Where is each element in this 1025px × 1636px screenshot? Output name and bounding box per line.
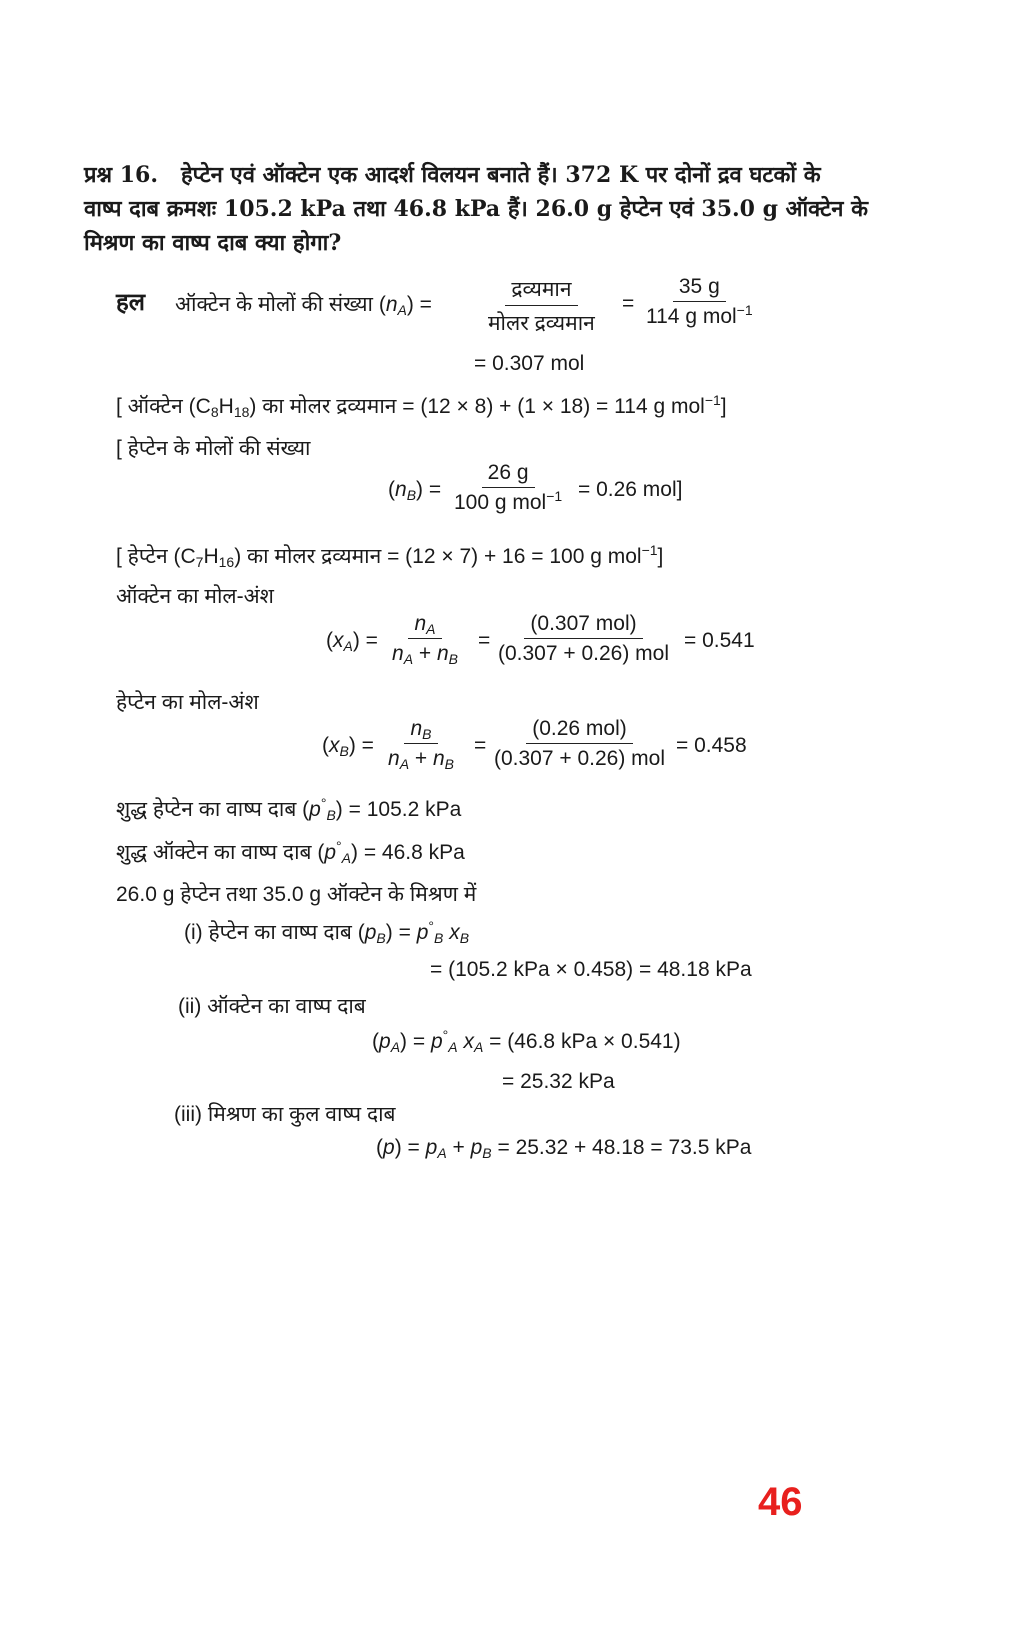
xb-result: = 0.458 xyxy=(676,734,747,757)
xa-num-2: (0.307 mol) xyxy=(524,612,642,639)
heptane-moles-fraction xyxy=(448,461,568,515)
xa-den-1: $n_A + n_B$ xyxy=(392,642,458,667)
question-text-1: हेप्टेन एवं ऑक्टेन एक आदर्श विलयन बनाते हैं। 372 K पर दोनों द्रव घटकों के xyxy=(181,162,821,188)
xa-label: $(x_A)$ = xyxy=(326,629,378,654)
xa-den-2: (0.307 + 0.26) mol xyxy=(498,642,670,665)
question-line-1 xyxy=(84,158,821,192)
mass-word: द्रव्यमान xyxy=(505,275,577,306)
nb-label: $(n_B)$ = xyxy=(388,478,442,503)
step3-line: $(p) = p_A + p_B = 25.32 + 48.18 = 73.5$ kPa xyxy=(376,1136,752,1161)
step1-line: (i) हेप्टेन का वाष्प दाब $(p_B) = p^\circ_B$ $x_B$ xyxy=(184,918,470,946)
xa-fraction-2 xyxy=(492,612,675,666)
heptane-mass: 26 g xyxy=(482,461,535,488)
pure-octane-line: शुद्ध ऑक्टेन का वाष्प दाब $(p^\circ_A) = 46.8$ kPa xyxy=(116,838,465,866)
heptane-molar-mass: 100 g mol$^{-1}$ xyxy=(454,488,563,514)
solution-label: हल xyxy=(116,287,146,316)
octane-moles-fraction-1 xyxy=(482,275,601,337)
question-label: प्रश्न 16. xyxy=(84,162,159,188)
xb-label: $(x_B)$ = xyxy=(322,734,374,759)
molar-mass-word: मोलर द्रव्यमान xyxy=(488,312,595,335)
xb-num-2: (0.26 mol) xyxy=(526,717,633,744)
octane-moles-result: = 0.307 mol xyxy=(474,352,585,375)
step1-calc: = (105.2 kPa × 0.458) = 48.18 kPa xyxy=(430,958,752,981)
octane-fraction-text: ऑक्टेन का मोल-अंश xyxy=(116,585,274,608)
xb-den-1: $n_A + n_B$ xyxy=(388,747,454,772)
octane-molar-mass-line: [ ऑक्टेन $(C_8H_{18})$ का मोलर द्रव्यमान = (12 × 8) + (1 × 18) = 114 g mol$^{-1}$] xyxy=(116,392,727,420)
page-number: 46 xyxy=(758,1480,803,1524)
step2-line: $(p_A) = p^\circ_A$ $x_A = (46.8$ kPa × 0.541) xyxy=(372,1027,681,1055)
equals-sign: = xyxy=(622,292,635,315)
equals-sign: = xyxy=(474,734,487,757)
question-text-2: वाष्प दाब क्रमशः 105.2 kPa तथा 46.8 kPa हैं। 26.0 g हेप्टेन एवं 35.0 g ऑक्टेन के xyxy=(84,196,869,222)
equals-sign: = xyxy=(478,629,491,652)
question-text-3: मिश्रण का वाष्प दाब क्या होगा? xyxy=(84,230,342,256)
heptane-moles-result: = 0.26 mol] xyxy=(578,478,683,501)
xb-den-2: (0.307 + 0.26) mol xyxy=(494,747,666,770)
heptane-molar-mass-line: [ हेप्टेन $(C_7H_{16})$ का मोलर द्रव्यमान = (12 × 7) + 16 = 100 g mol$^{-1}$] xyxy=(116,542,664,570)
xb-fraction-2 xyxy=(488,717,671,771)
xa-fraction-1 xyxy=(386,612,464,666)
xa-num-1: $n_A$ xyxy=(408,612,441,639)
pure-heptane-line: शुद्ध हेप्टेन का वाष्प दाब $(p^\circ_B) = 105.2$ kPa xyxy=(116,795,462,823)
step2-label: (ii) ऑक्टेन का वाष्प दाब xyxy=(178,995,366,1018)
step2-result: = 25.32 kPa xyxy=(502,1070,615,1093)
octane-mass: 35 g xyxy=(673,275,726,302)
heptane-moles-text: [ हेप्टेन के मोलों की संख्या xyxy=(116,437,311,460)
xb-num-1: $n_B$ xyxy=(404,717,437,744)
xb-fraction-1 xyxy=(382,717,460,771)
octane-molar-mass: 114 g mol$^{-1}$ xyxy=(646,302,753,328)
octane-moles-fraction-2 xyxy=(640,275,759,329)
octane-moles-text: ऑक्टेन के मोलों की संख्या $(n_A)$ = xyxy=(175,293,432,318)
mixture-text: 26.0 g हेप्टेन तथा 35.0 g ऑक्टेन के मिश्रण में xyxy=(116,883,477,906)
step3-label: (iii) मिश्रण का कुल वाष्प दाब xyxy=(174,1103,396,1126)
xa-result: = 0.541 xyxy=(684,629,755,652)
heptane-fraction-text: हेप्टेन का मोल-अंश xyxy=(116,691,259,714)
